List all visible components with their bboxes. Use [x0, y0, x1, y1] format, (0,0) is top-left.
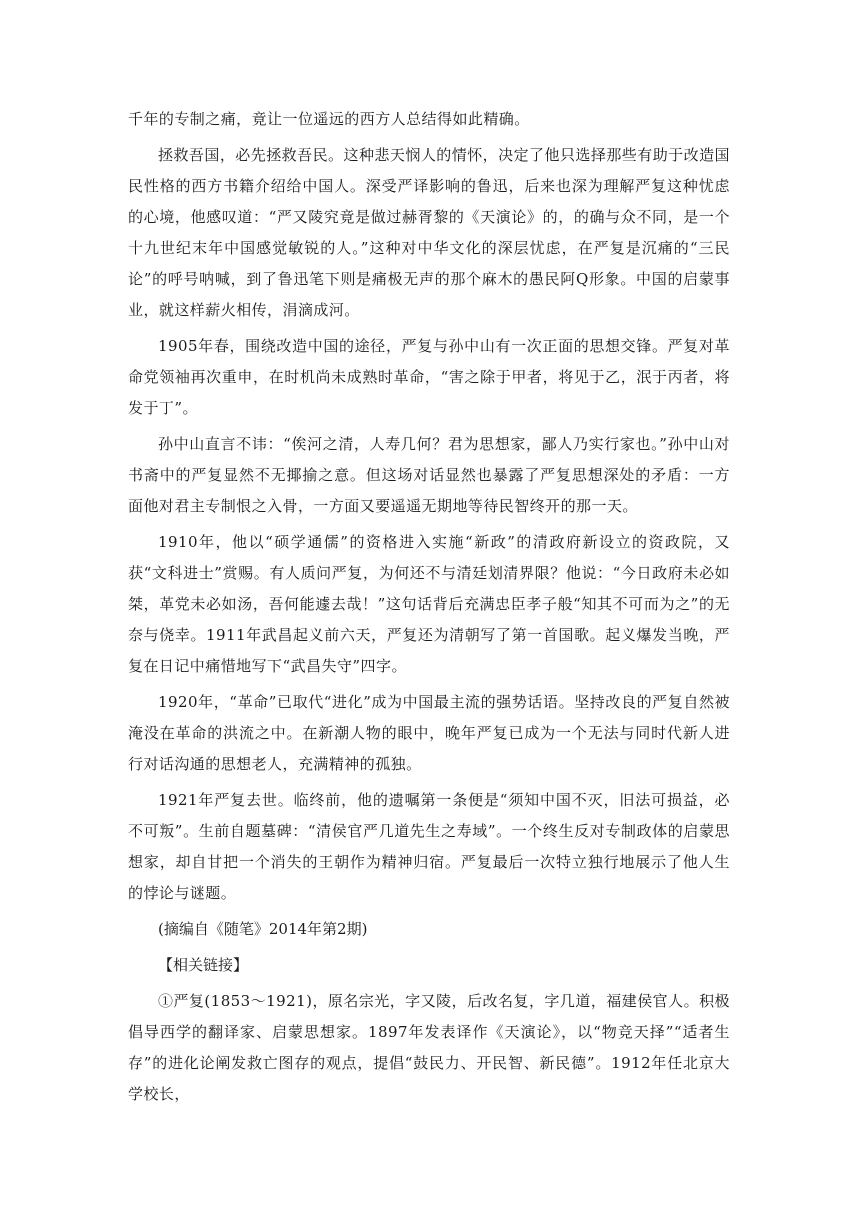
paragraph-2: 拯救吾国，必先拯救吾民。这种悲天悯人的情怀，决定了他只选择那些有助于改造国民性格的西方书籍介绍给中国人。深受严译影响的鲁迅，后来也深为理解严复这种忧虑的心境，他感叹道：“严又陵究竟是做过赫胥黎的《天演论》的，的确与众不同，是一个十九世纪末年中国感觉敏锐的人。”这种对中华文化的深层忧虑，在严复是沉痛的“三民论”的呼号呐喊，到了鲁迅笔下则是痛极无声的那个麻木的愚民阿Q形象。中国的启蒙事业，就这样薪火相传，涓滴成河。 — [128, 146, 730, 319]
paragraph-7: 1921年严复去世。临终前，他的遗嘱第一条便是“须知中国不灭，旧法可损益，必不可叛”。生前自题墓碑：“清侯官严几道先生之寿域”。一个终生反对专制政体的启蒙思想家，却自甘把一个消失的王朝作为精神归宿。严复最后一次特立独行地展示了他人生的悖论与谜题。 — [128, 791, 730, 902]
related-link-paragraph: ①严复(1853～1921)，原名宗光，字又陵，后改名复，字几道，福建侯官人。积极倡导西学的翻译家、启蒙思想家。1897年发表译作《天演论》，以“物竞天择”“适者生存”的进化论阐发救亡图存的观点，提倡“鼓民力、开民智、新民德”。1912年任北京大学校长， — [128, 992, 730, 1103]
document-page — [128, 104, 730, 1115]
related-links-heading: 【相关链接】 — [158, 956, 249, 974]
paragraph-5: 1910年，他以“硕学通儒”的资格进入实施“新政”的清政府新设立的资政院，又获“文科进士”赏赐。有人质问严复，为何还不与清廷划清界限？他说：“今日政府未必如桀，革党未必如汤，吾何能遽去哉！”这句话背后充满忠臣孝子般“知其不可而为之”的无奈与侥幸。1911年武昌起义前六天，严复还为清朝写了第一首国歌。起义爆发当晚，严复在日记中痛惜地写下“武昌失守”四字。 — [128, 533, 730, 675]
paragraph-6: 1920年，“革命”已取代“进化”成为中国最主流的强势话语。坚持改良的严复自然被淹没在革命的洪流之中。在新潮人物的眼中，晚年严复已成为一个无法与同时代新人进行对话沟通的思想老人，充满精神的孤独。 — [128, 693, 730, 773]
paragraph-4: 孙中山直言不讳：“俟河之清，人寿几何？君为思想家，鄙人乃实行家也。”孙中山对书斋中的严复显然不无揶揄之意。但这场对话显然也暴露了严复思想深处的矛盾：一方面他对君主专制恨之入骨，一方面又要遥遥无期地等待民智终开的那一天。 — [128, 435, 730, 515]
source-citation: (摘编自《随笔》2014年第2期) — [158, 920, 368, 938]
paragraph-3: 1905年春，围绕改造中国的途径，严复与孙中山有一次正面的思想交锋。严复对革命党领袖再次重申，在时机尚未成熟时革命，“害之除于甲者，将见于乙，泯于丙者，将发于丁”。 — [128, 337, 730, 417]
paragraph-1: 千年的专制之痛，竟让一位遥远的西方人总结得如此精确。 — [128, 110, 530, 128]
